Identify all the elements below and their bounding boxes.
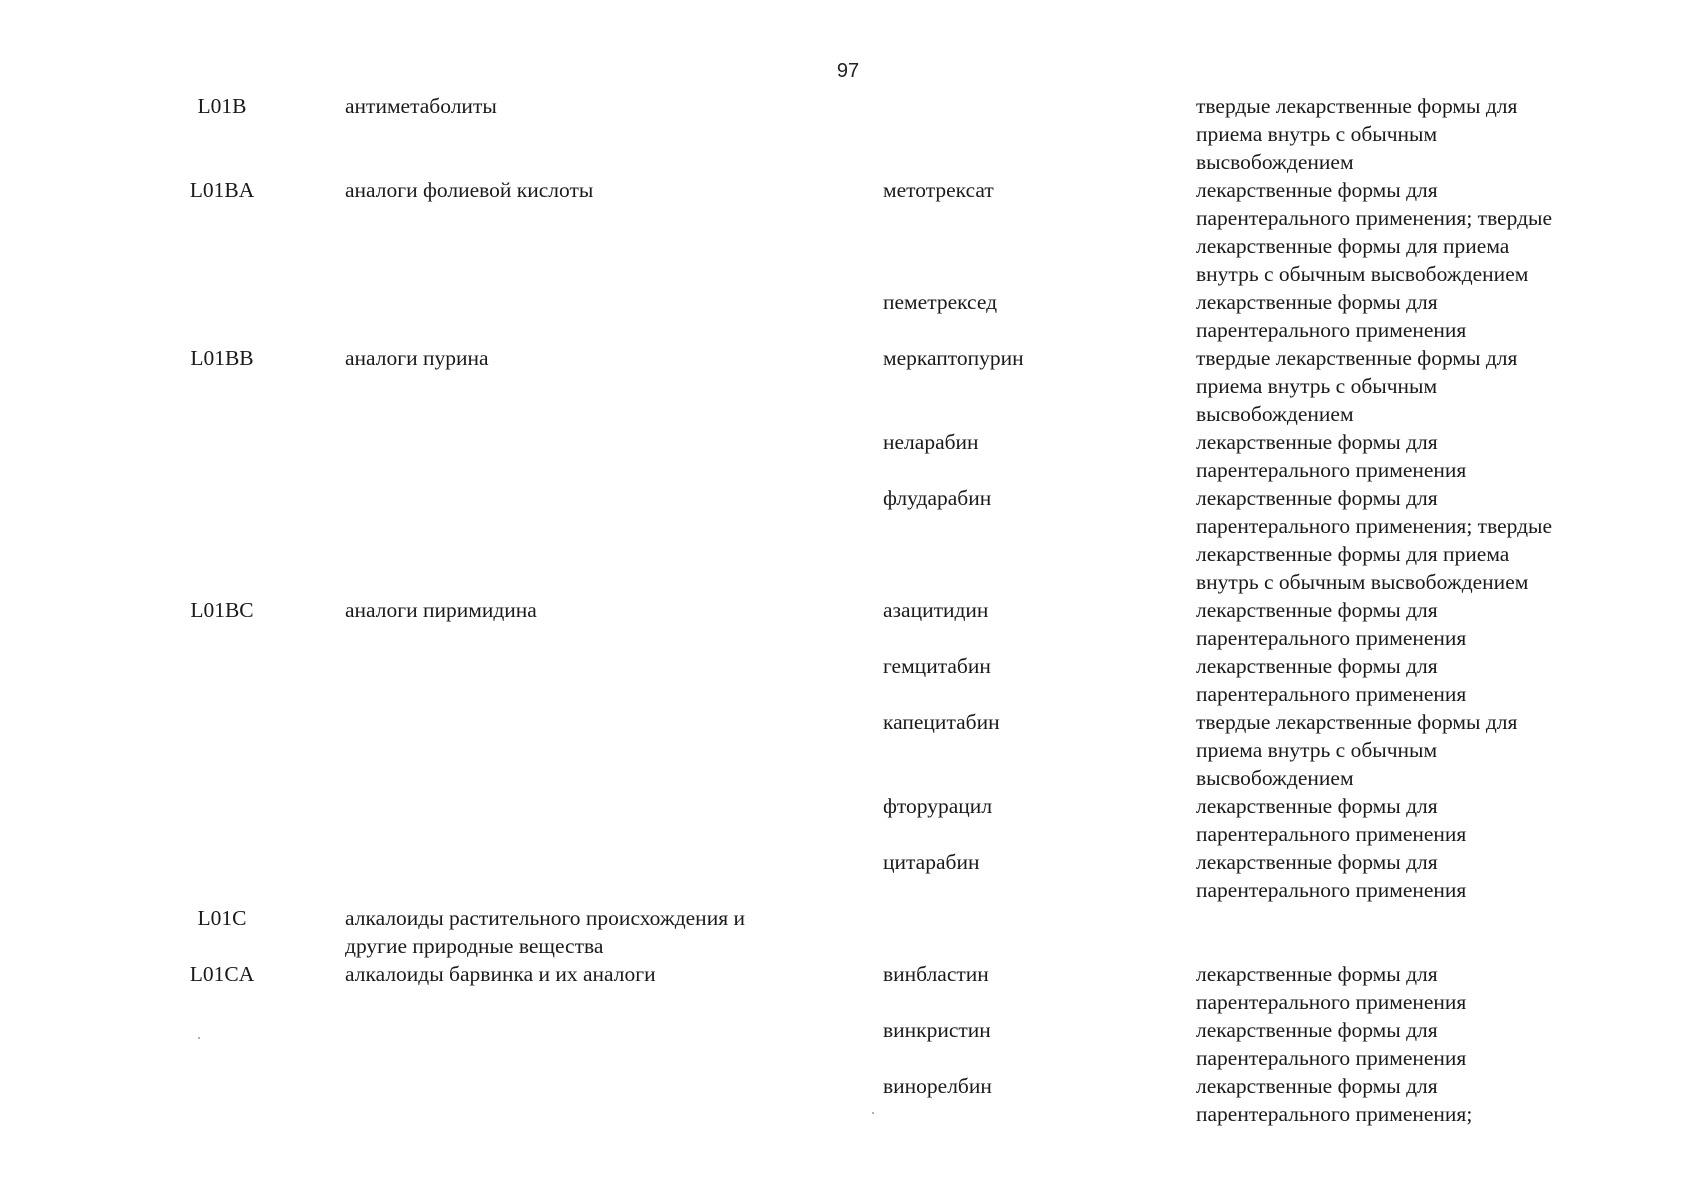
drug-name: пеметрексед: [883, 290, 998, 314]
table-row: [0, 92, 1696, 176]
atc-code: L01BA: [189, 178, 255, 202]
dosage-form: лекарственные формы для парентерального применения: [1196, 430, 1467, 482]
pharmacological-group: аналоги пурина: [345, 346, 489, 370]
table-row: [0, 596, 1696, 652]
atc-code: L01BC: [190, 598, 254, 622]
dosage-form: лекарственные формы для парентерального применения: [1196, 850, 1467, 902]
drug-name: капецитабин: [883, 710, 1000, 734]
drug-name: меркаптопурин: [883, 346, 1024, 370]
table-row: [0, 428, 1696, 484]
dosage-form: лекарственные формы для парентерального применения; твердые лекарственные формы для приема внутрь с обычным высвобождением: [1196, 178, 1553, 286]
atc-code: L01C: [197, 906, 247, 930]
dosage-form: лекарственные формы для парентерального применения: [1196, 962, 1467, 1014]
scan-speck: [198, 1037, 200, 1039]
dosage-form: твердые лекарственные формы для приема внутрь с обычным высвобождением: [1196, 710, 1518, 790]
table-row: [0, 848, 1696, 904]
dosage-form: лекарственные формы для парентерального применения: [1196, 1018, 1467, 1070]
dosage-form: лекарственные формы для парентерального применения: [1196, 598, 1467, 650]
atc-code: L01BB: [190, 346, 254, 370]
drug-name: метотрексат: [883, 178, 994, 202]
pharmacological-group: аналоги пиримидина: [345, 598, 537, 622]
table-row: [0, 792, 1696, 848]
pharmacological-group: алкалоиды растительного происхождения и другие природные вещества: [345, 906, 745, 958]
table-row: [0, 288, 1696, 344]
drug-name: винкристин: [883, 1018, 991, 1042]
table-row: [0, 708, 1696, 792]
drug-name: флударабин: [883, 486, 992, 510]
drug-table: [0, 92, 1696, 1128]
pharmacological-group: алкалоиды барвинка и их аналоги: [345, 962, 656, 986]
table-row: [0, 1016, 1696, 1072]
page-number: 97: [836, 60, 860, 82]
drug-name: цитарабин: [883, 850, 980, 874]
drug-name: гемцитабин: [883, 654, 991, 678]
dosage-form: лекарственные формы для парентерального применения;: [1196, 1074, 1473, 1126]
pharmacological-group: аналоги фолиевой кислоты: [345, 178, 594, 202]
table-row: [0, 960, 1696, 1016]
dosage-form: твердые лекарственные формы для приема внутрь с обычным высвобождением: [1196, 346, 1518, 426]
scan-speck: [872, 1112, 874, 1114]
table-row: [0, 904, 1696, 960]
table-row: [0, 344, 1696, 428]
pharmacological-group: антиметаболиты: [345, 94, 497, 118]
dosage-form: лекарственные формы для парентерального применения; твердые лекарственные формы для приема внутрь с обычным высвобождением: [1196, 486, 1553, 594]
dosage-form: лекарственные формы для парентерального применения: [1196, 794, 1467, 846]
drug-name: азацитидин: [883, 598, 989, 622]
dosage-form: твердые лекарственные формы для приема внутрь с обычным высвобождением: [1196, 94, 1518, 174]
table-row: [0, 1072, 1696, 1128]
dosage-form: лекарственные формы для парентерального применения: [1196, 654, 1467, 706]
atc-code: L01B: [197, 94, 247, 118]
drug-name: фторурацил: [883, 794, 993, 818]
table-row: [0, 484, 1696, 596]
table-row: [0, 652, 1696, 708]
dosage-form: лекарственные формы для парентерального применения: [1196, 290, 1467, 342]
atc-code: L01CA: [189, 962, 255, 986]
drug-name: винбластин: [883, 962, 989, 986]
table-row: [0, 176, 1696, 288]
drug-name: винорелбин: [883, 1074, 992, 1098]
drug-name: неларабин: [883, 430, 979, 454]
